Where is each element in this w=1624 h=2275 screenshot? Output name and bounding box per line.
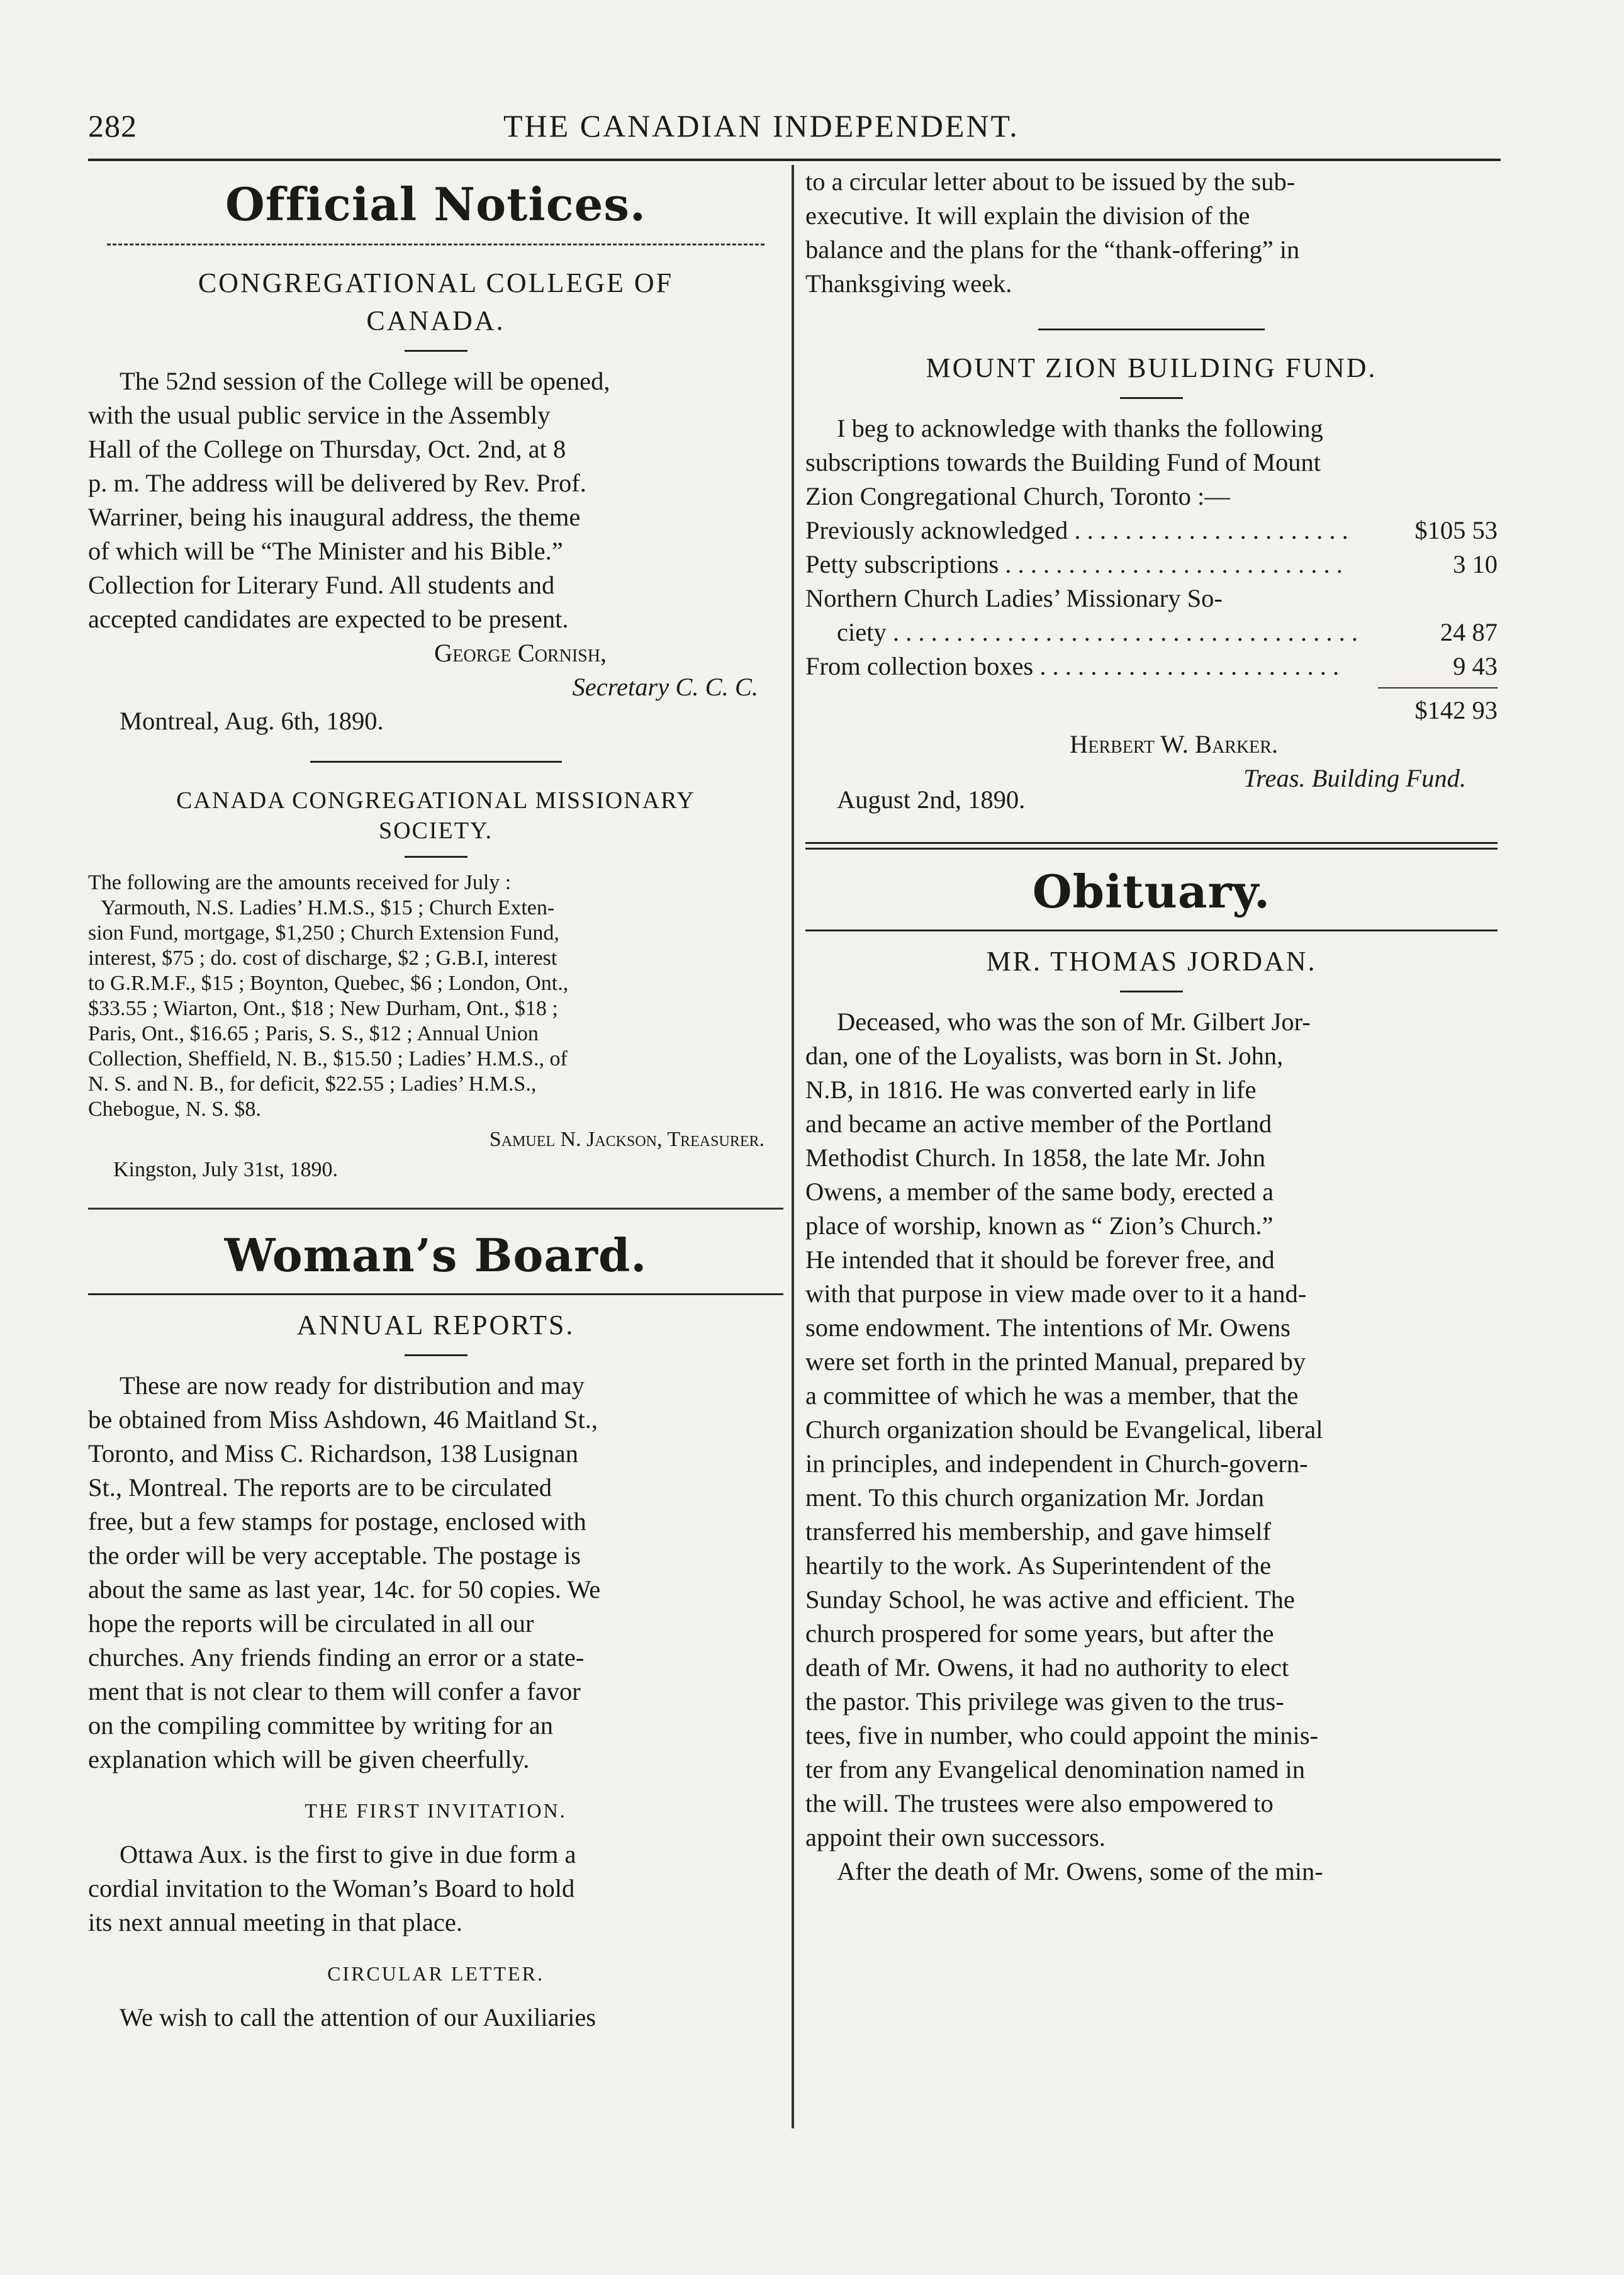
- text-line: its next annual meeting in that place.: [88, 1908, 462, 1936]
- text-line: Toronto, and Miss C. Richardson, 138 Lusignan: [88, 1439, 578, 1468]
- ledger-amount: [1378, 581, 1498, 615]
- text-line: be obtained from Miss Ashdown, 46 Maitland St.,: [88, 1405, 598, 1434]
- ledger-row: [805, 649, 1498, 683]
- text-line: Hall of the College on Thursday, Oct. 2nd, at 8: [88, 435, 566, 463]
- text-line: on the compiling committee by writing for an: [88, 1711, 553, 1739]
- ledger-amount: $105 53: [1414, 516, 1498, 544]
- official-notices-heading: Official Notices.: [225, 177, 646, 231]
- text-line: St., Montreal. The reports are to be circulated: [88, 1473, 552, 1502]
- mount-zion-signature-name: Herbert W. Barker.: [1070, 730, 1279, 758]
- missionary-signature: Samuel N. Jackson, Treasurer.: [489, 1128, 764, 1151]
- heading-rule: [88, 1293, 783, 1295]
- mount-zion-title: MOUNT ZION BUILDING FUND.: [926, 352, 1377, 383]
- text-line: p. m. The address will be delivered by Rev. Prof.: [88, 469, 586, 497]
- text-line: with the usual public service in the Assembly: [88, 401, 551, 429]
- text-line: Yarmouth, N.S. Ladies’ H.M.S., $15 ; Church Exten-: [101, 896, 555, 919]
- ledger-total: $142 93: [1414, 696, 1498, 724]
- text-line: Ottawa Aux. is the first to give in due form a: [120, 1840, 576, 1868]
- text-line: Collection for Literary Fund. All students and: [88, 571, 555, 599]
- circular-letter-title: CIRCULAR LETTER.: [327, 1962, 544, 1985]
- ledger-label: Petty subscriptions . . . . . . . . . . . . . . . . . . . . . . . . . . .: [805, 550, 1343, 578]
- section-double-rule: [88, 1208, 783, 1210]
- text-line: churches. Any friends finding an error or a state-: [88, 1643, 585, 1671]
- short-rule: [1120, 397, 1183, 399]
- text-line: Church organization should be Evangelical, liberal: [805, 1415, 1323, 1444]
- page-header: [88, 101, 1498, 151]
- text-line: Methodist Church. In 1858, the late Mr. John: [805, 1143, 1266, 1172]
- text-line: were set forth in the printed Manual, prepared by: [805, 1347, 1306, 1376]
- ledger-label: From collection boxes . . . . . . . . . . . . . . . . . . . . . . . .: [805, 652, 1340, 680]
- ledger-row: [805, 514, 1498, 548]
- short-rule: [405, 350, 468, 352]
- text-line: sion Fund, mortgage, $1,250 ; Church Extension Fund,: [88, 921, 559, 945]
- header-rule: [88, 159, 1501, 161]
- text-line: explanation which will be given cheerfully.: [88, 1745, 530, 1773]
- first-invitation-body: [88, 1838, 783, 1940]
- section-rule: [310, 761, 562, 763]
- column-divider: [792, 165, 794, 2128]
- text-line: church prospered for some years, but after the: [805, 1619, 1274, 1648]
- dashed-rule: [107, 244, 764, 245]
- text-line: N.B, in 1816. He was converted early in life: [805, 1076, 1257, 1104]
- text-line: the order will be very acceptable. The postage is: [88, 1541, 581, 1570]
- text-line: place of worship, known as “ Zion’s Church.”: [805, 1211, 1274, 1240]
- missionary-title-line1: CANADA CONGREGATIONAL MISSIONARY: [176, 787, 695, 814]
- college-signature-name: George Cornish,: [434, 639, 607, 667]
- text-line: These are now ready for distribution and may: [120, 1371, 585, 1400]
- college-notice-body: [88, 364, 783, 636]
- ledger-label: Previously acknowledged . . . . . . . . . . . . . . . . . . . . . .: [805, 516, 1348, 544]
- text-line: subscriptions towards the Building Fund of Mount: [805, 448, 1321, 476]
- text-line: He intended that it should be forever free, and: [805, 1245, 1275, 1274]
- college-dateline: Montreal, Aug. 6th, 1890.: [120, 707, 384, 735]
- ledger-total-row: [805, 694, 1498, 727]
- text-line: I beg to acknowledge with thanks the following: [837, 414, 1323, 442]
- text-line: $33.55 ; Wiarton, Ont., $18 ; New Durham, Ont., $18 ;: [88, 997, 558, 1020]
- text-line: transferred his membership, and gave himself: [805, 1517, 1272, 1546]
- text-line: death of Mr. Owens, it had no authority to elect: [805, 1653, 1289, 1682]
- text-line: appoint their own successors.: [805, 1823, 1106, 1851]
- annual-reports-title: ANNUAL REPORTS.: [296, 1310, 575, 1340]
- text-line: After the death of Mr. Owens, some of the min-: [837, 1857, 1323, 1885]
- page-number: 282: [88, 108, 137, 143]
- college-signature-title: Secretary C. C. C.: [572, 673, 758, 701]
- text-line: Warriner, being his inaugural address, the theme: [88, 503, 581, 531]
- annual-reports-body: [88, 1369, 783, 1777]
- obituary-body: [805, 1005, 1498, 1889]
- text-line: free, but a few stamps for postage, enclosed with: [88, 1507, 586, 1536]
- text-line: dan, one of the Loyalists, was born in St. John,: [805, 1042, 1284, 1070]
- womans-board-heading: Woman’s Board.: [224, 1228, 647, 1282]
- text-line: Chebogue, N. S. $8.: [88, 1098, 261, 1121]
- text-line: about the same as last year, 14c. for 50 copies. We: [88, 1575, 601, 1604]
- publication-title: THE CANADIAN INDEPENDENT.: [503, 108, 1019, 143]
- text-line: ment. To this church organization Mr. Jordan: [805, 1483, 1265, 1512]
- first-invitation-title: THE FIRST INVITATION.: [305, 1799, 567, 1822]
- missionary-dateline: Kingston, July 31st, 1890.: [113, 1158, 339, 1181]
- short-rule: [1120, 991, 1183, 992]
- right-column: [805, 165, 1498, 1889]
- short-rule: [405, 856, 468, 858]
- text-line: tees, five in number, who could appoint the minis-: [805, 1721, 1318, 1750]
- text-line: of which will be “The Minister and his Bible.”: [88, 537, 563, 565]
- text-line: heartily to the work. As Superintendent of the: [805, 1551, 1272, 1580]
- text-line: The 52nd session of the College will be opened,: [120, 367, 610, 395]
- text-line: executive. It will explain the division of the: [805, 201, 1250, 230]
- text-line: to a circular letter about to be issued by the sub-: [805, 167, 1296, 196]
- ledger-amount: 9 43: [1453, 652, 1498, 680]
- text-line: Zion Congregational Church, Toronto :—: [805, 482, 1230, 510]
- missionary-title-line2: SOCIETY.: [378, 817, 493, 844]
- text-line: cordial invitation to the Woman’s Board to hold: [88, 1874, 575, 1902]
- ledger-row: [805, 581, 1498, 615]
- text-line: Sunday School, he was active and efficient. The: [805, 1585, 1295, 1614]
- text-line: Owens, a member of the same body, erected a: [805, 1177, 1274, 1206]
- text-line: accepted candidates are expected to be present.: [88, 605, 569, 633]
- mount-zion-signature-title: Treas. Building Fund.: [1243, 764, 1466, 792]
- mount-zion-intro: [805, 412, 1498, 514]
- text-line: ter from any Evangelical denomination named in: [805, 1755, 1305, 1783]
- text-line: Thanksgiving week.: [805, 269, 1012, 298]
- left-column: [88, 165, 783, 2035]
- text-line: The following are the amounts received for July :: [88, 871, 512, 894]
- circular-letter-continued: [805, 165, 1498, 301]
- text-line: Collection, Sheffield, N. B., $15.50 ; Ladies’ H.M.S., of: [88, 1047, 568, 1070]
- text-line: a committee of which he was a member, that the: [805, 1381, 1299, 1410]
- text-line: Deceased, who was the son of Mr. Gilbert Jor-: [837, 1008, 1311, 1036]
- college-title-line1: CONGREGATIONAL COLLEGE OF: [198, 267, 674, 298]
- ledger-label: Northern Church Ladies’ Missionary So-: [805, 584, 1223, 612]
- missionary-receipts: [88, 870, 783, 1182]
- text-line: the pastor. This privilege was given to the trus-: [805, 1687, 1284, 1716]
- section-double-rule: [805, 842, 1498, 850]
- text-line: in principles, and independent in Church-govern-: [805, 1449, 1308, 1478]
- subscription-ledger: [805, 514, 1498, 727]
- text-line: balance and the plans for the “thank-offering” in: [805, 235, 1300, 264]
- text-line: with that purpose in view made over to it a hand-: [805, 1279, 1307, 1308]
- text-line: ment that is not clear to them will confer a favor: [88, 1677, 581, 1705]
- ledger-amount: 24 87: [1440, 618, 1498, 646]
- text-line: some endowment. The intentions of Mr. Owens: [805, 1313, 1291, 1342]
- obituary-subject: MR. THOMAS JORDAN.: [986, 946, 1317, 977]
- text-line: and became an active member of the Portland: [805, 1109, 1272, 1138]
- mount-zion-dateline: August 2nd, 1890.: [837, 785, 1026, 814]
- text-line: interest, $75 ; do. cost of discharge, $2 ; G.B.I, interest: [88, 947, 557, 970]
- text-line: Paris, Ont., $16.65 ; Paris, S. S., $12 ; Annual Union: [88, 1022, 539, 1045]
- college-title-line2: CANADA.: [366, 305, 505, 336]
- short-rule: [405, 1354, 468, 1356]
- text-line: We wish to call the attention of our Auxiliaries: [120, 2003, 596, 2031]
- ledger-row: [805, 548, 1498, 581]
- ledger-label: ciety . . . . . . . . . . . . . . . . . . . . . . . . . . . . . . . . . . . . .: [837, 618, 1358, 646]
- text-line: hope the reports will be circulated in all our: [88, 1609, 534, 1637]
- ledger-amount: 3 10: [1453, 550, 1498, 578]
- section-rule: [1038, 329, 1265, 330]
- text-line: to G.R.M.F., $15 ; Boynton, Quebec, $6 ; London, Ont.,: [88, 972, 569, 995]
- obituary-heading: Obituary.: [1032, 865, 1271, 918]
- text-line: N. S. and N. B., for deficit, $22.55 ; Ladies’ H.M.S.,: [88, 1072, 537, 1096]
- total-rule: [1378, 687, 1498, 688]
- heading-rule: [805, 930, 1498, 931]
- text-line: the will. The trustees were also empowered to: [805, 1789, 1274, 1817]
- ledger-row: [805, 615, 1498, 649]
